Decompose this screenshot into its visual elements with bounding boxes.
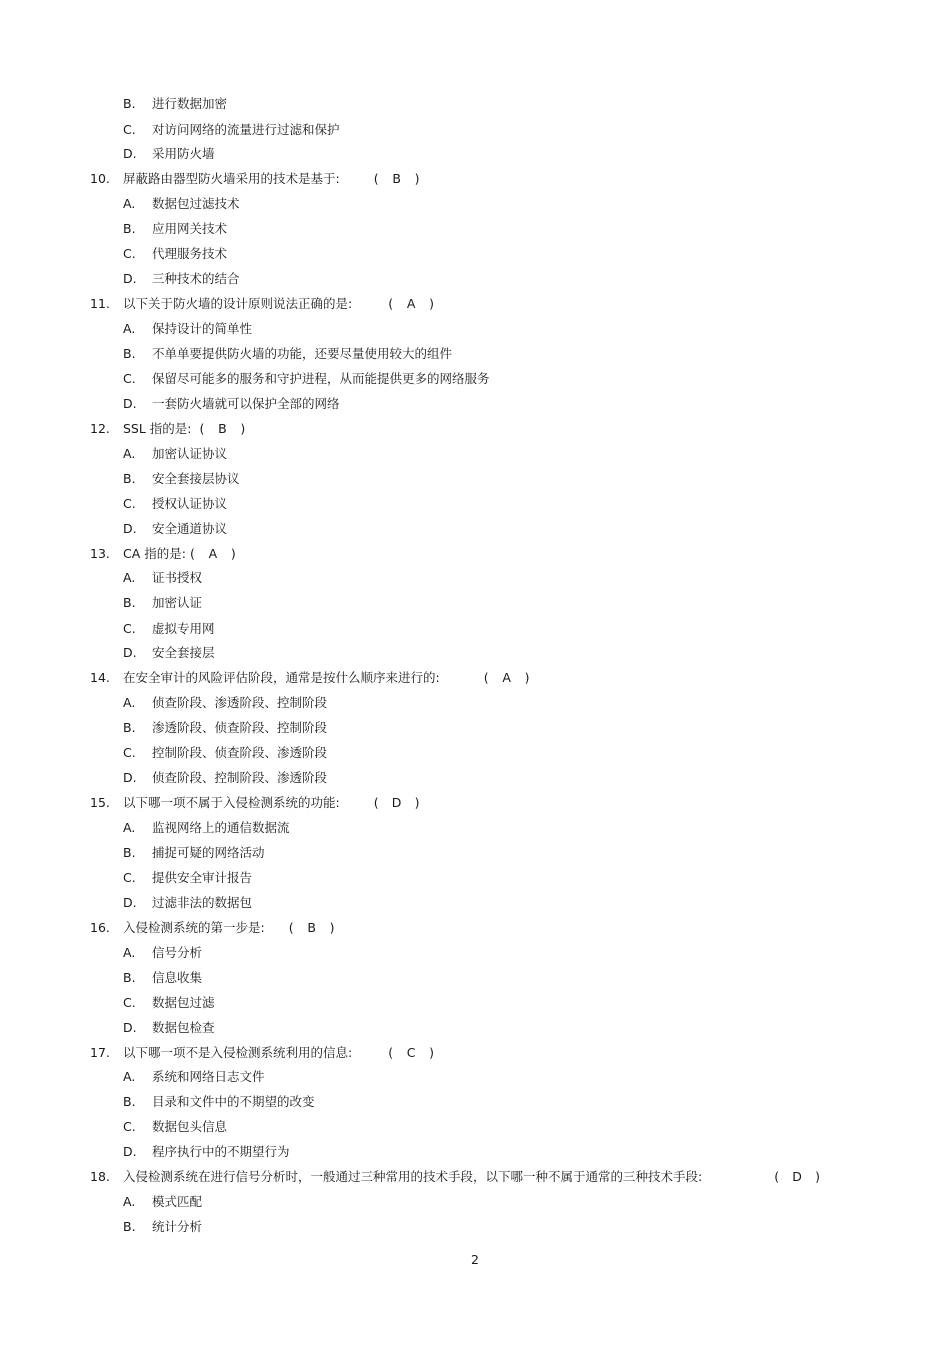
- option-line: [123, 643, 215, 663]
- option-text: 侦查阶段、控制阶段、渗透阶段: [152, 770, 328, 785]
- answer-bracket: ( D ): [774, 1167, 834, 1187]
- question-text: 屏蔽路由器型防火墙采用的技术是基于:: [123, 171, 340, 186]
- answer-value: D: [391, 795, 402, 810]
- option-line: [123, 718, 327, 738]
- option-text: 数据包过滤技术: [152, 196, 240, 211]
- option-line: [123, 394, 340, 414]
- option-letter: D.: [123, 1144, 137, 1159]
- question-number: 14.: [90, 670, 110, 685]
- option-letter: A.: [123, 945, 136, 960]
- option-line: [123, 269, 240, 289]
- option-text: 采用防火墙: [152, 146, 215, 161]
- option-text: 代理服务技术: [152, 246, 228, 261]
- option-line: [123, 768, 327, 788]
- answer-value: B: [218, 421, 227, 436]
- question-line: [90, 1043, 448, 1063]
- option-letter: D.: [123, 770, 137, 785]
- option-text: 不单单要提供防火墙的功能，还要尽量使用较大的组件: [152, 346, 453, 361]
- question-text: 入侵检测系统的第一步是:: [123, 920, 265, 935]
- option-text: 程序执行中的不期望行为: [152, 1144, 290, 1159]
- option-line: [123, 144, 215, 164]
- option-letter: B.: [123, 346, 136, 361]
- option-letter: D.: [123, 645, 137, 660]
- option-text: 模式匹配: [152, 1194, 203, 1209]
- option-text: 统计分析: [152, 1219, 203, 1234]
- question-text: CA 指的是:: [123, 546, 186, 561]
- option-line: [123, 519, 227, 539]
- option-letter: C.: [123, 1119, 136, 1134]
- answer-value: D: [792, 1169, 802, 1184]
- option-line: [123, 319, 252, 339]
- answer-bracket: ( D ): [374, 793, 434, 813]
- answer-value: B: [392, 171, 401, 186]
- question-line: [90, 419, 260, 439]
- option-letter: D.: [123, 271, 137, 286]
- question-line: [90, 169, 434, 189]
- option-text: 保留尽可能多的服务和守护进程，从而能提供更多的网络服务: [152, 371, 490, 386]
- question-number: 10.: [90, 171, 110, 186]
- option-letter: C.: [123, 122, 136, 137]
- option-letter: A.: [123, 570, 136, 585]
- option-text: 控制阶段、侦查阶段、渗透阶段: [152, 745, 328, 760]
- option-text: 对访问网络的流量进行过滤和保护: [152, 122, 340, 137]
- option-text: 保持设计的简单性: [152, 321, 253, 336]
- option-line: [123, 568, 202, 588]
- option-line: [123, 1092, 315, 1112]
- option-text: 捕捉可疑的网络活动: [152, 845, 265, 860]
- option-line: [123, 943, 202, 963]
- option-text: 应用网关技术: [152, 221, 228, 236]
- option-text: 数据包检查: [152, 1020, 215, 1035]
- answer-bracket: ( B ): [289, 918, 349, 938]
- option-letter: C.: [123, 870, 136, 885]
- answer-value: A: [208, 546, 218, 561]
- option-line: [123, 244, 227, 264]
- answer-bracket: ( C ): [388, 1043, 448, 1063]
- option-letter: D.: [123, 146, 137, 161]
- option-text: 数据包过滤: [152, 995, 215, 1010]
- question-number: 11.: [90, 296, 110, 311]
- option-text: 加密认证: [152, 595, 203, 610]
- answer-bracket: ( A ): [190, 544, 250, 564]
- option-text: 一套防火墙就可以保护全部的网络: [152, 396, 340, 411]
- option-letter: D.: [123, 396, 137, 411]
- option-line: [123, 194, 240, 214]
- question-text: 以下哪一项不是入侵检测系统利用的信息:: [123, 1045, 353, 1060]
- question-line: [90, 918, 349, 938]
- answer-value: A: [502, 670, 511, 685]
- question-line: [90, 1167, 834, 1187]
- option-letter: A.: [123, 196, 136, 211]
- option-letter: B.: [123, 471, 136, 486]
- page-number: 2: [471, 1252, 479, 1267]
- option-letter: C.: [123, 745, 136, 760]
- option-line: [123, 818, 290, 838]
- answer-value: A: [406, 296, 416, 311]
- question-number: 17.: [90, 1045, 110, 1060]
- option-letter: A.: [123, 321, 136, 336]
- option-text: 渗透阶段、侦查阶段、控制阶段: [152, 720, 328, 735]
- question-text: 在安全审计的风险评估阶段，通常是按什么顺序来进行的:: [123, 670, 440, 685]
- option-line: [123, 94, 227, 114]
- question-line: [90, 544, 250, 564]
- answer-bracket: ( A ): [388, 294, 448, 314]
- answer-bracket: ( B ): [200, 419, 260, 439]
- option-text: 监视网络上的通信数据流: [152, 820, 290, 835]
- question-text: 以下关于防火墙的设计原则说法正确的是:: [123, 296, 353, 311]
- option-line: [123, 968, 202, 988]
- option-letter: B.: [123, 845, 136, 860]
- option-line: [123, 344, 452, 364]
- question-number: 13.: [90, 546, 110, 561]
- option-letter: B.: [123, 720, 136, 735]
- question-number: 12.: [90, 421, 110, 436]
- option-line: [123, 1067, 265, 1087]
- option-line: [123, 1018, 215, 1038]
- option-text: 过滤非法的数据包: [152, 895, 253, 910]
- option-line: [123, 593, 202, 613]
- option-line: [123, 219, 227, 239]
- option-line: [123, 893, 252, 913]
- option-text: 虚拟专用网: [152, 621, 215, 636]
- option-letter: C.: [123, 246, 136, 261]
- option-line: [123, 1117, 227, 1137]
- option-text: 信息收集: [152, 970, 203, 985]
- option-letter: B.: [123, 595, 136, 610]
- question-line: [90, 668, 544, 688]
- option-line: [123, 619, 215, 639]
- option-line: [123, 1217, 202, 1237]
- answer-bracket: ( B ): [374, 169, 434, 189]
- option-text: 信号分析: [152, 945, 203, 960]
- option-line: [123, 843, 265, 863]
- question-number: 15.: [90, 795, 110, 810]
- answer-value: B: [307, 920, 316, 935]
- question-number: 18.: [90, 1169, 110, 1184]
- option-text: 进行数据加密: [152, 96, 228, 111]
- option-letter: D.: [123, 895, 137, 910]
- option-line: [123, 743, 327, 763]
- option-letter: A.: [123, 820, 136, 835]
- option-letter: D.: [123, 1020, 137, 1035]
- option-text: 安全套接层: [152, 645, 215, 660]
- option-text: 数据包头信息: [152, 1119, 228, 1134]
- question-text: 入侵检测系统在进行信号分析时，一般通过三种常用的技术手段，以下哪一种不属于通常的三种技术手段:: [123, 1169, 703, 1184]
- option-line: [123, 369, 490, 389]
- question-line: [90, 294, 448, 314]
- option-line: [123, 868, 252, 888]
- option-letter: A.: [123, 695, 136, 710]
- option-letter: A.: [123, 1069, 136, 1084]
- option-text: 授权认证协议: [152, 496, 228, 511]
- option-letter: C.: [123, 621, 136, 636]
- option-text: 安全套接层协议: [152, 471, 240, 486]
- option-letter: B.: [123, 96, 136, 111]
- option-letter: B.: [123, 1094, 136, 1109]
- option-text: 安全通道协议: [152, 521, 228, 536]
- option-letter: A.: [123, 446, 136, 461]
- option-text: 提供安全审计报告: [152, 870, 253, 885]
- question-text: SSL 指的是:: [123, 421, 192, 436]
- option-text: 侦查阶段、渗透阶段、控制阶段: [152, 695, 328, 710]
- option-line: [123, 120, 340, 140]
- option-line: [123, 1192, 202, 1212]
- option-line: [123, 469, 240, 489]
- question-text: 以下哪一项不属于入侵检测系统的功能:: [123, 795, 340, 810]
- question-number: 16.: [90, 920, 110, 935]
- option-text: 证书授权: [152, 570, 203, 585]
- option-line: [123, 444, 227, 464]
- option-letter: C.: [123, 496, 136, 511]
- option-letter: B.: [123, 970, 136, 985]
- answer-bracket: ( A ): [484, 668, 544, 688]
- question-line: [90, 793, 434, 813]
- answer-value: C: [406, 1045, 416, 1060]
- option-text: 目录和文件中的不期望的改变: [152, 1094, 315, 1109]
- option-letter: D.: [123, 521, 137, 536]
- option-letter: C.: [123, 371, 136, 386]
- option-text: 加密认证协议: [152, 446, 228, 461]
- option-letter: B.: [123, 1219, 136, 1234]
- option-line: [123, 494, 227, 514]
- option-letter: B.: [123, 221, 136, 236]
- option-line: [123, 993, 215, 1013]
- option-letter: A.: [123, 1194, 136, 1209]
- option-text: 系统和网络日志文件: [152, 1069, 265, 1084]
- option-letter: C.: [123, 995, 136, 1010]
- option-line: [123, 1142, 290, 1162]
- option-text: 三种技术的结合: [152, 271, 240, 286]
- option-line: [123, 693, 327, 713]
